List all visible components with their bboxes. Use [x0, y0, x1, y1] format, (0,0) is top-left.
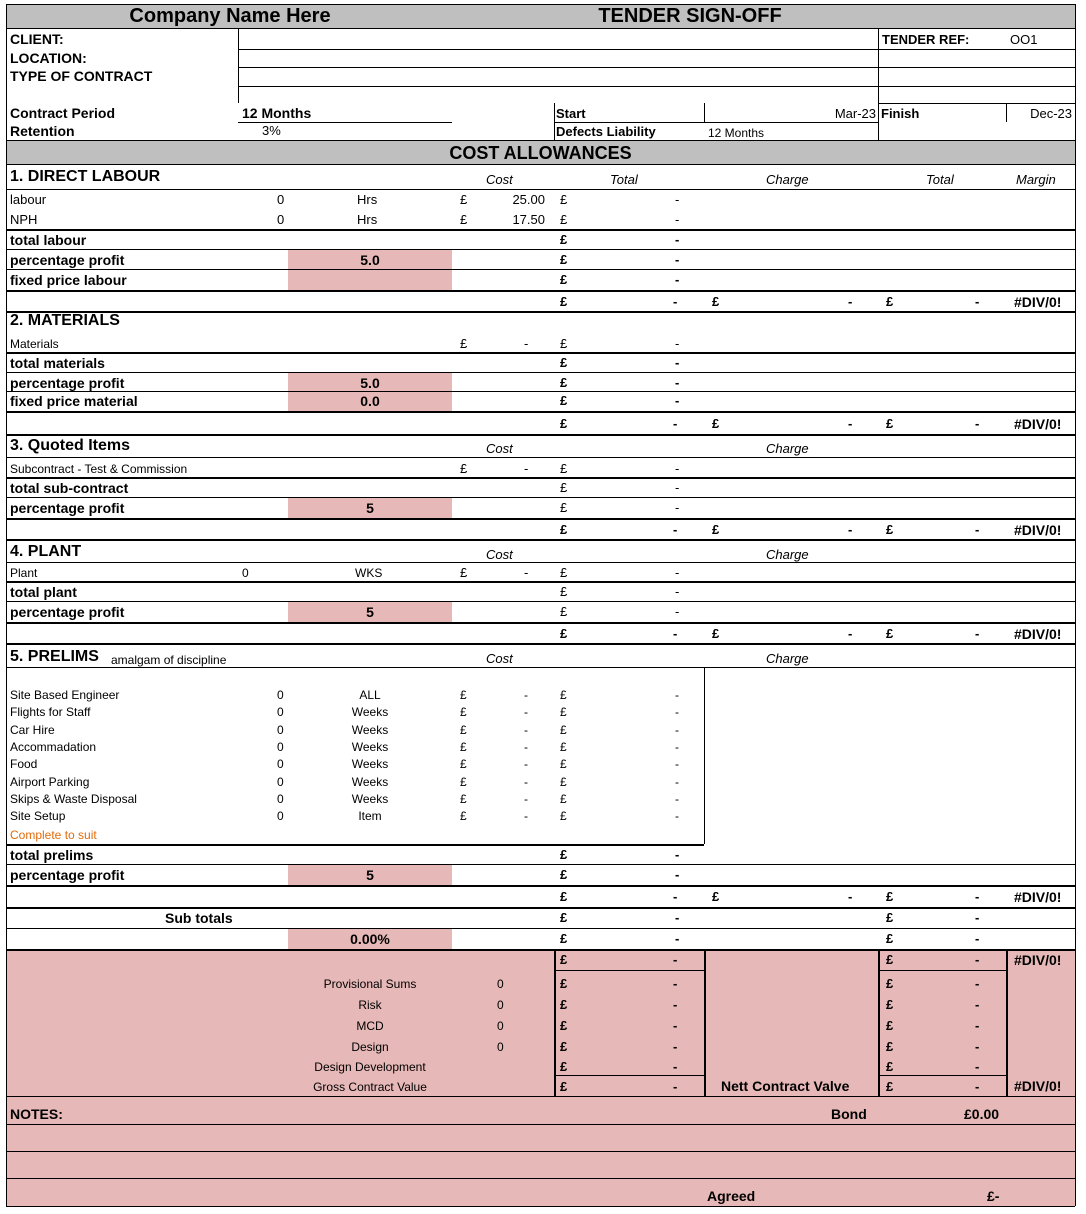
- summary-pound-2: £: [886, 1079, 894, 1094]
- labour-row-unit: Hrs: [357, 192, 378, 207]
- prelim-row-pound: £: [460, 775, 467, 789]
- summary-dash-2: -: [975, 1079, 980, 1094]
- bond-value: £0.00: [964, 1106, 1000, 1122]
- quoted-profit-label: percentage profit: [10, 500, 125, 516]
- total-dash: -: [675, 375, 680, 390]
- labour-row-pound: £: [460, 192, 468, 207]
- prelim-row-qty: 0: [277, 688, 284, 702]
- subtotal-pound: £: [886, 931, 894, 946]
- prelims-col-cost: Cost: [486, 651, 513, 666]
- labour-fixed-cell[interactable]: [288, 270, 452, 290]
- prelim-row-pound: £: [460, 809, 467, 823]
- fixed-price-material-label: fixed price material: [10, 393, 138, 409]
- total-pound: £: [560, 604, 568, 619]
- section-title-labour: 1. DIRECT LABOUR: [10, 168, 161, 185]
- total-dash: -: [675, 252, 680, 267]
- prelim-row-dash-2: -: [675, 809, 679, 823]
- col-header-cost: Cost: [486, 172, 513, 187]
- prelim-row-dash: -: [524, 809, 528, 823]
- materials-fixed-value[interactable]: 0.0: [360, 393, 380, 409]
- prelim-row-dash-2: -: [675, 775, 679, 789]
- page-title: TENDER SIGN-OFF: [598, 5, 782, 27]
- prelim-row-dash-2: -: [675, 740, 679, 754]
- section-charge-dash: -: [848, 416, 853, 431]
- nph-row-rate[interactable]: 17.50: [512, 212, 545, 227]
- percent-value: 0.00%: [350, 931, 390, 947]
- prelims-subtitle: amalgam of discipline: [111, 653, 227, 667]
- total-dash: -: [675, 355, 680, 370]
- summary-pound-2: £: [886, 976, 894, 991]
- total-labour-label: total labour: [10, 232, 87, 248]
- prelim-row-unit: Weeks: [351, 775, 389, 789]
- summary-dash-2: -: [975, 1018, 980, 1033]
- prelim-row-unit: Weeks: [351, 705, 389, 719]
- section-charge-pound: £: [712, 294, 720, 309]
- section-total-dash: -: [673, 626, 678, 641]
- section-charge-pound: £: [712, 626, 720, 641]
- total-pound: £: [560, 931, 568, 946]
- quoted-col-charge: Charge: [766, 441, 809, 456]
- plant-profit-value[interactable]: 5: [366, 604, 374, 620]
- prelim-row-dash-2: -: [675, 705, 679, 719]
- plant-col-cost: Cost: [486, 547, 513, 562]
- total-dash: -: [675, 931, 680, 946]
- total-dash: -: [675, 565, 680, 580]
- retention-value[interactable]: 3%: [262, 123, 281, 138]
- plant-row-unit: WKS: [355, 566, 383, 580]
- total-dash: -: [675, 910, 680, 925]
- section-charge-dash: -: [848, 889, 853, 904]
- total-dash: -: [675, 500, 680, 515]
- total-dash: -: [675, 232, 680, 247]
- total-pound: £: [560, 867, 568, 882]
- tender-ref-value[interactable]: OO1: [1010, 32, 1038, 47]
- prelim-row-pound-2: £: [560, 775, 567, 789]
- section-margin: #DIV/0!: [1014, 626, 1062, 642]
- total-pound: £: [560, 375, 568, 390]
- total-pound: £: [560, 232, 568, 247]
- prelim-row-dash: -: [524, 775, 528, 789]
- total-dash: -: [675, 584, 680, 599]
- section-total-pound: £: [560, 889, 568, 904]
- prelim-row-pound-2: £: [560, 792, 567, 806]
- prelim-row-name: Food: [10, 757, 38, 771]
- section-total2-dash: -: [975, 294, 980, 309]
- total-pound: £: [560, 212, 568, 227]
- summary-pound-2: £: [886, 1059, 894, 1074]
- contract-period-value[interactable]: 12 Months: [242, 105, 312, 121]
- prelim-row-dash: -: [524, 792, 528, 806]
- total-pound: £: [560, 847, 568, 862]
- summary-dash: -: [673, 1059, 678, 1074]
- prelim-row-unit: Weeks: [351, 757, 389, 771]
- summary-dash: -: [673, 1018, 678, 1033]
- total-dash: -: [675, 393, 680, 408]
- prelim-row-qty: 0: [277, 757, 284, 771]
- materials-profit-label: percentage profit: [10, 375, 125, 391]
- section-total-dash: -: [673, 522, 678, 537]
- retention-label: Retention: [10, 123, 75, 139]
- defects-liability-value[interactable]: 12 Months: [708, 126, 765, 140]
- plant-profit-label: percentage profit: [10, 604, 125, 620]
- tender-ref-label: TENDER REF:: [882, 32, 970, 47]
- summary-block: [6, 949, 1075, 1096]
- prelim-row-pound-2: £: [560, 705, 567, 719]
- prelim-row-name: Car Hire: [10, 723, 55, 737]
- total-prelims-label: total prelims: [10, 847, 94, 863]
- summary-item-qty: 0: [497, 977, 504, 991]
- prelim-row-dash: -: [524, 705, 528, 719]
- section-margin: #DIV/0!: [1014, 416, 1062, 432]
- defects-liability-label: Defects Liability: [556, 124, 656, 139]
- prelim-row-pound: £: [460, 705, 467, 719]
- section-title-prelims: 5. PRELIMS: [10, 648, 99, 665]
- col-header-charge: Charge: [766, 172, 809, 187]
- total-pound: £: [560, 910, 568, 925]
- section-margin: #DIV/0!: [1014, 889, 1062, 905]
- summary-dash: -: [673, 1079, 678, 1094]
- section-total-pound: £: [560, 416, 568, 431]
- sub-totals-label: Sub totals: [165, 910, 233, 926]
- prelims-profit-value[interactable]: 5: [366, 867, 374, 883]
- section-total-pound: £: [560, 522, 568, 537]
- summary-item-label: MCD: [356, 1019, 384, 1033]
- section-margin: #DIV/0!: [1014, 522, 1062, 538]
- prelim-row-dash-2: -: [675, 792, 679, 806]
- total-dash: -: [675, 867, 680, 882]
- prelim-row-unit: Weeks: [351, 723, 389, 737]
- summary-item-label: Design: [351, 1040, 389, 1054]
- summary-item-qty: 0: [497, 1019, 504, 1033]
- location-label: LOCATION:: [10, 50, 87, 66]
- prelim-row-unit: Item: [358, 809, 382, 823]
- summary-pound: £: [560, 976, 568, 991]
- labour-profit-value[interactable]: 5.0: [360, 252, 380, 268]
- summary-item-label: Risk: [358, 998, 382, 1012]
- materials-row-name: Materials: [10, 337, 59, 351]
- summary-pound: £: [560, 997, 568, 1012]
- prelim-row-pound: £: [460, 723, 467, 737]
- type-of-contract-label: TYPE OF CONTRACT: [10, 68, 153, 84]
- prelim-row-pound-2: £: [560, 688, 567, 702]
- summary-dash-2: -: [975, 997, 980, 1012]
- summary-pound: £: [560, 952, 568, 967]
- total-pound: £: [560, 252, 568, 267]
- col-header-total: Total: [610, 172, 638, 187]
- total-pound: £: [560, 192, 568, 207]
- margin-div0: #DIV/0!: [1014, 952, 1062, 968]
- prelim-row-pound: £: [460, 688, 467, 702]
- prelim-row-unit: Weeks: [351, 740, 389, 754]
- summary-item-qty: 0: [497, 1040, 504, 1054]
- summary-pound-2: £: [886, 997, 894, 1012]
- finish-value[interactable]: Dec-23: [1030, 106, 1072, 121]
- total-dash: -: [675, 604, 680, 619]
- quoted-profit-value[interactable]: 5: [366, 500, 374, 516]
- subcontract-row-pound: £: [460, 461, 468, 476]
- section-total2-dash: -: [975, 626, 980, 641]
- subtotal-dash: -: [975, 931, 980, 946]
- total-pound: £: [560, 336, 568, 351]
- prelim-row-name: Site Based Engineer: [10, 688, 120, 702]
- prelim-row-dash: -: [524, 740, 528, 754]
- prelim-row-dash: -: [524, 723, 528, 737]
- prelim-row-pound-2: £: [560, 757, 567, 771]
- summary-dash: -: [673, 1039, 678, 1054]
- summary-pound: £: [560, 1079, 568, 1094]
- plant-row-pound: £: [460, 565, 468, 580]
- section-total-dash: -: [673, 294, 678, 309]
- prelim-row-qty: 0: [277, 705, 284, 719]
- labour-row-qty[interactable]: 0: [277, 192, 285, 207]
- total-dash: -: [675, 192, 680, 207]
- total-pound: £: [560, 584, 568, 599]
- total-dash: -: [675, 480, 680, 495]
- labour-profit-label: percentage profit: [10, 252, 125, 268]
- finish-label: Finish: [881, 106, 920, 121]
- prelim-row-pound: £: [460, 740, 467, 754]
- nph-row-name: NPH: [10, 212, 38, 227]
- plant-row-dash: -: [524, 565, 529, 580]
- prelim-row-dash-2: -: [675, 723, 679, 737]
- nph-row-qty[interactable]: 0: [277, 212, 285, 227]
- section-charge-dash: -: [848, 522, 853, 537]
- prelim-row-pound: £: [460, 757, 467, 771]
- prelim-row-pound: £: [460, 792, 467, 806]
- start-value[interactable]: Mar-23: [834, 106, 876, 121]
- summary-item-label: Design Development: [314, 1060, 426, 1074]
- section-total2-pound: £: [886, 294, 894, 309]
- materials-row-dash: -: [524, 336, 529, 351]
- section-total2-dash: -: [975, 416, 980, 431]
- section-charge-dash: -: [848, 626, 853, 641]
- summary-item-label: Provisional Sums: [323, 977, 417, 991]
- company-name: Company Name Here: [129, 5, 331, 27]
- section-total2-pound: £: [886, 416, 894, 431]
- prelim-row-qty: 0: [277, 740, 284, 754]
- section-total2-pound: £: [886, 522, 894, 537]
- section-total-dash: -: [673, 416, 678, 431]
- labour-row-name: labour: [10, 192, 47, 207]
- prelim-row-pound-2: £: [560, 723, 567, 737]
- prelim-row-name: Airport Parking: [10, 775, 90, 789]
- prelim-row-dash: -: [524, 688, 528, 702]
- agreed-value: £-: [987, 1188, 1000, 1204]
- total-dash: -: [675, 212, 680, 227]
- section-total2-pound: £: [886, 889, 894, 904]
- summary-pound-2: £: [886, 1018, 894, 1033]
- summary-pound-2: £: [886, 1039, 894, 1054]
- total-pound: £: [560, 461, 568, 476]
- margin-div0: #DIV/0!: [1014, 1078, 1062, 1094]
- prelim-row-qty: 0: [277, 792, 284, 806]
- section-charge-pound: £: [712, 416, 720, 431]
- summary-dash: -: [673, 952, 678, 967]
- prelim-row-qty: 0: [277, 809, 284, 823]
- total-pound: £: [560, 355, 568, 370]
- labour-row-rate[interactable]: 25.00: [512, 192, 545, 207]
- section-title-quoted: 3. Quoted Items: [10, 437, 131, 454]
- col-header-total-2: Total: [926, 172, 954, 187]
- summary-dash-2: -: [975, 976, 980, 991]
- prelim-row-dash-2: -: [675, 757, 679, 771]
- total-materials-label: total materials: [10, 355, 105, 371]
- prelim-row-pound-2: £: [560, 740, 567, 754]
- bond-label: Bond: [831, 1106, 867, 1122]
- total-pound: £: [560, 500, 568, 515]
- materials-row-pound: £: [460, 336, 468, 351]
- subcontract-row-name: Subcontract - Test & Commission: [10, 462, 188, 476]
- plant-row-name: Plant: [10, 566, 38, 580]
- summary-item-label: Gross Contract Value: [313, 1080, 427, 1094]
- subtotal-pound: £: [886, 910, 894, 925]
- start-label: Start: [556, 106, 586, 121]
- nph-row-pound: £: [460, 212, 468, 227]
- section-total-pound: £: [560, 294, 568, 309]
- summary-dash-2: -: [975, 1039, 980, 1054]
- section-margin: #DIV/0!: [1014, 294, 1062, 310]
- section-title-materials: 2. MATERIALS: [10, 312, 120, 329]
- prelim-row-name: Accommadation: [10, 740, 97, 754]
- section-total-pound: £: [560, 626, 568, 641]
- section-charge-pound: £: [712, 522, 720, 537]
- section-total2-dash: -: [975, 889, 980, 904]
- summary-item-qty: 0: [497, 998, 504, 1012]
- prelim-row-name: Site Setup: [10, 809, 66, 823]
- section-total-dash: -: [673, 889, 678, 904]
- notes-label: NOTES:: [10, 1106, 63, 1122]
- total-dash: -: [675, 461, 680, 476]
- agreed-label: Agreed: [707, 1188, 756, 1204]
- prelims-col-charge: Charge: [766, 651, 809, 666]
- total-pound: £: [560, 565, 568, 580]
- plant-col-charge: Charge: [766, 547, 809, 562]
- total-subcontract-label: total sub-contract: [10, 480, 129, 496]
- cost-allowances-title: COST ALLOWANCES: [449, 143, 632, 163]
- summary-dash-2: -: [975, 1059, 980, 1074]
- client-label: CLIENT:: [10, 31, 64, 47]
- complete-to-suit-note: Complete to suit: [10, 828, 97, 842]
- prelim-row-qty: 0: [277, 775, 284, 789]
- prelim-row-qty: 0: [277, 723, 284, 737]
- total-dash: -: [675, 847, 680, 862]
- section-total2-pound: £: [886, 626, 894, 641]
- summary-dash: -: [673, 976, 678, 991]
- total-pound: £: [560, 480, 568, 495]
- summary-dash: -: [673, 997, 678, 1012]
- total-pound: £: [560, 393, 568, 408]
- prelim-row-dash-2: -: [675, 688, 679, 702]
- contract-period-label: Contract Period: [10, 105, 116, 121]
- prelim-row-unit: Weeks: [351, 792, 389, 806]
- summary-dash-2: -: [975, 952, 980, 967]
- total-plant-label: total plant: [10, 584, 77, 600]
- prelim-row-dash: -: [524, 757, 528, 771]
- section-title-plant: 4. PLANT: [10, 543, 82, 560]
- total-dash: -: [675, 272, 680, 287]
- prelim-row-unit: ALL: [359, 688, 381, 702]
- summary-pound: £: [560, 1059, 568, 1074]
- section-charge-dash: -: [848, 294, 853, 309]
- section-charge-pound: £: [712, 889, 720, 904]
- nph-row-unit: Hrs: [357, 212, 378, 227]
- summary-pound-2: £: [886, 952, 894, 967]
- subtotal-dash: -: [975, 910, 980, 925]
- total-dash: -: [675, 336, 680, 351]
- section-total2-dash: -: [975, 522, 980, 537]
- prelim-row-pound-2: £: [560, 809, 567, 823]
- materials-profit-value[interactable]: 5.0: [360, 375, 380, 391]
- nett-contract-value-label: Nett Contract Valve: [721, 1078, 850, 1094]
- summary-pound: £: [560, 1039, 568, 1054]
- prelim-row-name: Skips & Waste Disposal: [10, 792, 137, 806]
- prelims-profit-label: percentage profit: [10, 867, 125, 883]
- subcontract-row-dash: -: [524, 461, 529, 476]
- col-header-margin: Margin: [1016, 172, 1056, 187]
- plant-row-qty[interactable]: 0: [242, 566, 249, 580]
- prelim-row-name: Flights for Staff: [10, 705, 91, 719]
- summary-pound: £: [560, 1018, 568, 1033]
- quoted-col-cost: Cost: [486, 441, 513, 456]
- fixed-price-labour-label: fixed price labour: [10, 272, 127, 288]
- total-pound: £: [560, 272, 568, 287]
